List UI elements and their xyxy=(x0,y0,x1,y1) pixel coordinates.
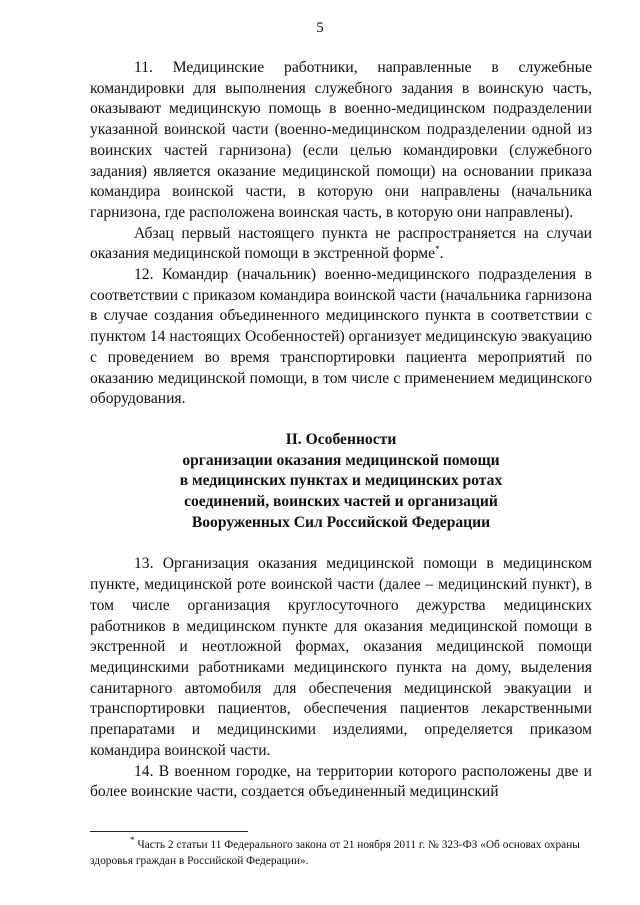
footnote-separator xyxy=(90,831,248,832)
paragraph-11-note-text: Абзац первый настоящего пункта не распространяется на случаи оказания медицинской помощи в экстренной форме xyxy=(90,224,592,263)
paragraph-14: 14. В военном городке, на территории которого расположены две и более воинские части, создается объединенный медицинский xyxy=(90,762,592,801)
section-heading-line: в медицинских пунктах и медицинских ротах xyxy=(179,472,503,490)
section-heading-line: Вооруженных Сил Российской Федерации xyxy=(191,513,491,531)
section-heading-line: организации оказания медицинской помощи xyxy=(182,451,500,469)
footnote xyxy=(90,835,590,869)
section-heading xyxy=(90,430,592,534)
paragraph-11-note xyxy=(90,224,592,265)
footnote-marker: * xyxy=(130,835,135,846)
footnote-reference: * xyxy=(435,244,440,255)
paragraph-end-period: . xyxy=(439,245,444,263)
section-heading-line: II. Особенности xyxy=(285,430,397,448)
section-heading-line: соединений, воинских частей и организаций xyxy=(184,493,498,511)
page-number: 5 xyxy=(316,20,324,36)
document-body xyxy=(90,58,592,803)
footnote-text: Часть 2 статьи 11 Федерального закона от 21 ноября 2011 г. № 323-ФЗ «Об основах охраны здоровья граждан в Российской Федерации». xyxy=(90,839,580,867)
paragraph-11: 11. Медицинские работники, направленные в служебные командировки для выполнения служебного задания в воинскую часть, оказывают медицинскую помощь в военно-медицинском подразделении указанной воинской части (военно-медицинском подразделении одной из воинских частей гарнизона) (если целью командировки (служебного задания) является оказание медицинской помощи) на основании приказа командира воинской части, в которую они направлены (начальника гарнизона, где расположена воинская часть, в которую они направлены). xyxy=(90,59,592,221)
paragraph-13: 13. Организация оказания медицинской помощи в медицинском пункте, медицинской роте воинской части (далее – медицинский пункт), в том числе организация круглосуточного дежурства медицинских работников в медицинском пункте для оказания медицинской помощи в экстренной и неотложной формах, оказания медицинской помощи медицинскими работниками медицинского пункта на дому, выделения санитарного автомобиля для обеспечения медицинской эвакуации и транспортировки пациентов, обеспечения пациентов лекарственными препаратами и медицинскими изделиями, определяется приказом командира воинской части. xyxy=(90,555,592,759)
paragraph-12: 12. Командир (начальник) военно-медицинского подразделения в соответствии с приказом командира воинской части (начальника гарнизона в случае создания объединенного медицинского пункта в соответствии с пунктом 14 настоящих Особенностей) организует медицинскую эвакуацию с проведением во время транспортировки пациента мероприятий по оказанию медицинской помощи, в том числе с применением медицинского оборудования. xyxy=(90,266,592,408)
